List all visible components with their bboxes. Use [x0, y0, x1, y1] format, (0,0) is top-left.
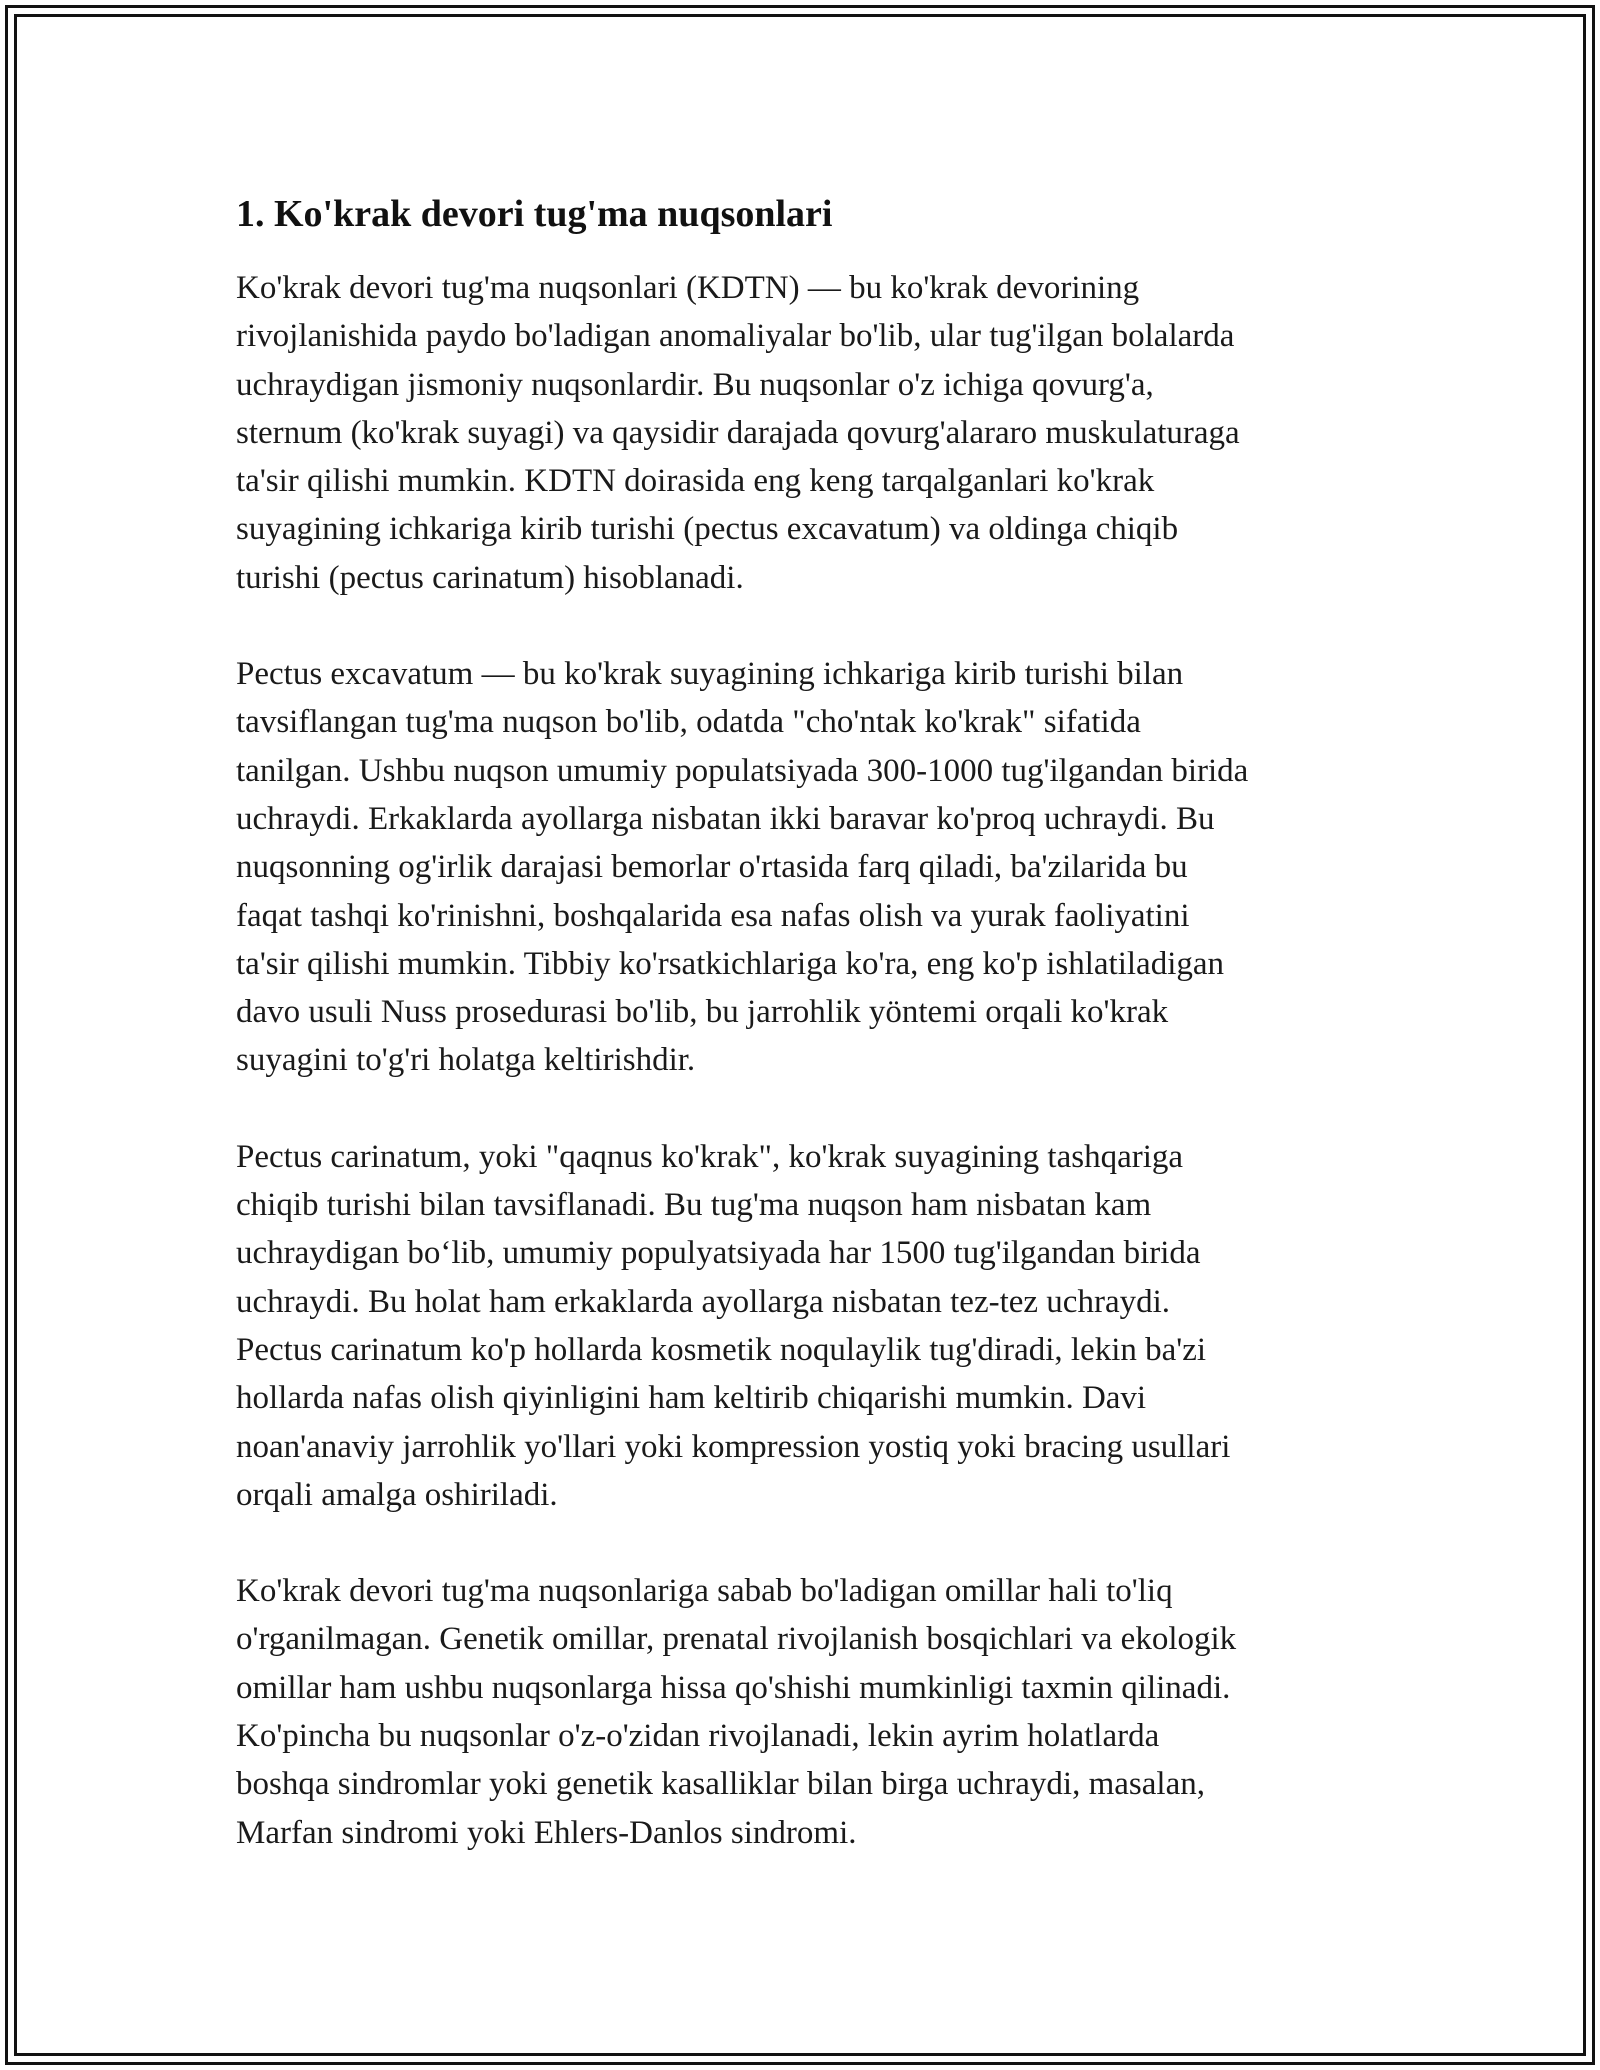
paragraph-line: Marfan sindromi yoki Ehlers-Danlos sindromi.: [236, 1814, 857, 1851]
paragraph-line: davo usuli Nuss prosedurasi bo'lib, bu jarrohlik yöntemi orqali ko'krak: [236, 994, 1169, 1031]
paragraph-line: omillar ham ushbu nuqsonlarga hissa qo'shishi mumkinligi taxmin qilinadi.: [236, 1669, 1231, 1706]
paragraph-line: Pectus carinatum, yoki "qaqnus ko'krak", ko'krak suyagining tashqariga: [236, 1138, 1184, 1175]
paragraph-3: [236, 1133, 1386, 1519]
paragraph-line: tavsiflangan tug'ma nuqson bo'lib, odatda "cho'ntak ko'krak" sifatida: [236, 704, 1141, 741]
paragraph-line: suyagining ichkariga kirib turishi (pectus excavatum) va oldinga chiqib: [236, 511, 1179, 548]
paragraph-line: orqali amalga oshiriladi.: [236, 1476, 558, 1513]
paragraph-line: tanilgan. Ushbu nuqson umumiy populatsiyada 300-1000 tug'ilgandan birida: [236, 752, 1249, 789]
paragraph-line: faqat tashqi ko'rinishni, boshqalarida esa nafas olish va yurak faoliyatini: [236, 897, 1190, 934]
paragraph-line: nuqsonning og'irlik darajasi bemorlar o'rtasida farq qiladi, ba'zilarida bu: [236, 849, 1188, 886]
paragraph-line: rivojlanishida paydo bo'ladigan anomaliyalar bo'lib, ular tug'ilgan bolalarda: [236, 318, 1235, 355]
paragraph-line: Pectus excavatum — bu ko'krak suyagining ichkariga kirib turishi bilan: [236, 656, 1184, 693]
paragraph-line: turishi (pectus carinatum) hisoblanadi.: [236, 559, 744, 596]
paragraph-line: hollarda nafas olish qiyinligini ham keltirib chiqarishi mumkin. Davi: [236, 1380, 1147, 1417]
paragraph-line: ta'sir qilishi mumkin. KDTN doirasida eng keng tarqalganlari ko'krak: [236, 463, 1155, 500]
paragraph-line: Ko'krak devori tug'ma nuqsonlari (KDTN) — bu ko'krak devorining: [236, 270, 1140, 306]
paragraph-line: uchraydi. Bu holat ham erkaklarda ayollarga nisbatan tez-tez uchraydi.: [236, 1283, 1171, 1320]
document-body: [236, 186, 1386, 1905]
paragraph-line: Ko'krak devori tug'ma nuqsonlariga sabab bo'ladigan omillar hali to'liq: [236, 1573, 1173, 1610]
paragraph-1: [236, 264, 1386, 602]
paragraph-line: uchraydi. Erkaklarda ayollarga nisbatan ikki baravar ko'proq uchraydi. Bu: [236, 800, 1215, 837]
paragraph-4: [236, 1567, 1386, 1857]
paragraph-line: noan'anaviy jarrohlik yo'llari yoki kompression yostiq yoki bracing usullari: [236, 1428, 1231, 1465]
paragraph-line: o'rganilmagan. Genetik omillar, prenatal rivojlanish bosqichlari va ekologik: [236, 1621, 1237, 1658]
paragraph-line: boshqa sindromlar yoki genetik kasalliklar bilan birga uchraydi, masalan,: [236, 1766, 1205, 1803]
paragraph-line: sternum (ko'krak suyagi) va qaysidir darajada qovurg'alararo muskulaturaga: [236, 414, 1240, 451]
paragraph-line: chiqib turishi bilan tavsiflanadi. Bu tug'ma nuqson ham nisbatan kam: [236, 1187, 1152, 1224]
paragraph-list: [236, 264, 1386, 1857]
section-heading: 1. Ko'krak devori tug'ma nuqsonlari: [236, 193, 833, 235]
paragraph-line: ta'sir qilishi mumkin. Tibbiy ko'rsatkichlariga ko'ra, eng ko'p ishlatiladigan: [236, 945, 1225, 982]
paragraph-2: [236, 650, 1386, 1085]
paragraph-line: Pectus carinatum ko'p hollarda kosmetik noqulaylik tug'diradi, lekin ba'zi: [236, 1331, 1207, 1368]
paragraph-line: uchraydigan bo‘lib, umumiy populyatsiyada har 1500 tug'ilgandan birida: [236, 1235, 1201, 1272]
paragraph-line: uchraydigan jismoniy nuqsonlardir. Bu nuqsonlar o'z ichiga qovurg'a,: [236, 366, 1154, 403]
paragraph-line: Ko'pincha bu nuqsonlar o'z-o'zidan rivojlanadi, lekin ayrim holatlarda: [236, 1718, 1160, 1755]
paragraph-line: suyagini to'g'ri holatga keltirishdir.: [236, 1042, 696, 1079]
